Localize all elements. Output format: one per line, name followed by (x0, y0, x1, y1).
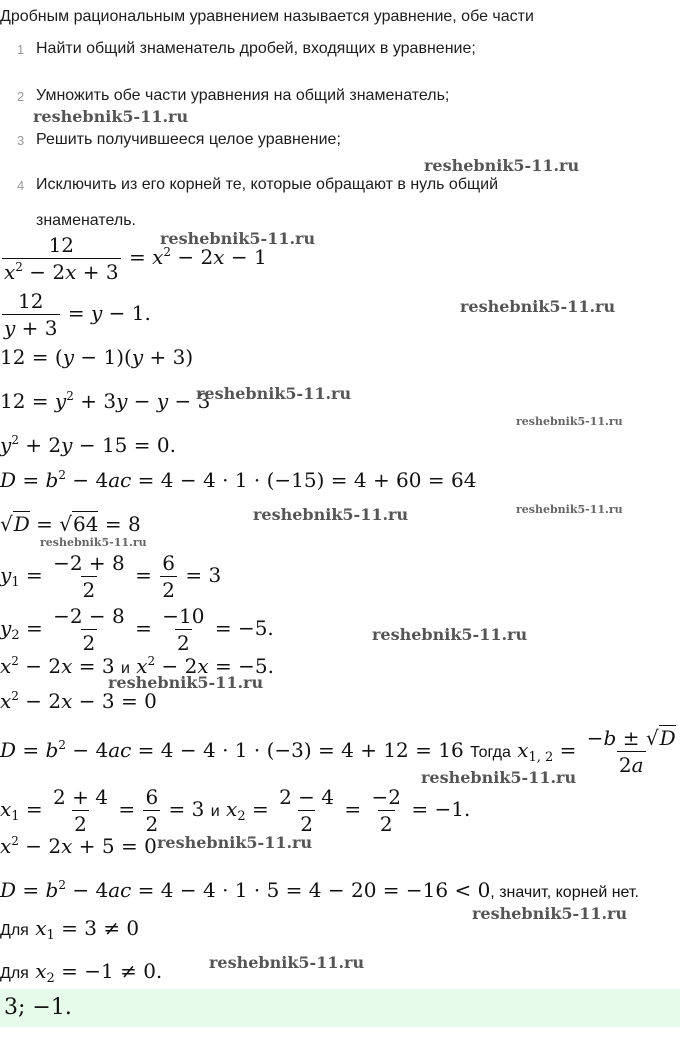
watermark: reshebnik5-11.ru (209, 953, 365, 972)
equation-original: $\frac{12}{x^2 - 2x + 3}$ = $x^2 - 2x - 1$ (4, 233, 267, 284)
watermark: reshebnik5-11.ru (516, 415, 623, 428)
watermark: reshebnik5-11.ru (516, 503, 623, 516)
equation-line: $12 = y^2 + 3y - y - 3$ (0, 389, 211, 413)
answer-box (0, 989, 680, 1027)
answer: 3; −1. (4, 995, 72, 1020)
watermark: reshebnik5-11.ru (253, 505, 409, 524)
step-number: 1 (17, 42, 25, 57)
step-number: 3 (17, 133, 25, 148)
roots-x: $x_1$ = $\frac{2 + 4}{2}$ = $\frac{6}{2}$ = 3 и $x_2$ = $\frac{2 - 4}{2}$ = $\frac{-2}{2}$ = −1. (0, 785, 471, 836)
watermark: reshebnik5-11.ru (460, 297, 616, 316)
intro-text: Дробным рациональным уравнением называется уравнение, обе части (0, 8, 534, 25)
connector-and: и (210, 803, 220, 820)
watermark: reshebnik5-11.ru (108, 673, 264, 692)
connector-and: и (120, 660, 130, 677)
discriminant-line: $D = b^2 - 4ac = 4 - 4 \cdot 1 \cdot 5 = 4 - 20 = -16 < 0$, значит, корней нет. (0, 878, 639, 902)
step-number: 4 (17, 178, 25, 193)
back-substitution: $x^2 - 2x = 3$ и $x^2 - 2x = -5$. (0, 654, 274, 678)
check-x2: Для $x_2 = -1 \ne 0$. (0, 959, 163, 986)
discriminant-line: $D = b^2 - 4ac = 4 - 4 \cdot 1 \cdot (-3) = 4 + 12 = 16$ Тогда $x_{1, 2}$ = $\frac{-b \pm √D}{2a}$ (0, 726, 676, 777)
watermark: reshebnik5-11.ru (424, 156, 580, 175)
check-x1: Для $x_1 = 3 \ne 0$ (0, 916, 140, 943)
watermark: reshebnik5-11.ru (40, 536, 147, 549)
watermark: reshebnik5-11.ru (33, 107, 189, 126)
step-text: Исключить из его корней те, которые обращают в нуль общий (36, 176, 499, 193)
connector-for: Для (0, 922, 29, 939)
discriminant-line: $D = b^2 - 4ac = 4 - 4 \cdot 1 \cdot (-15) = 4 + 60 = 64$ (0, 468, 477, 492)
watermark: reshebnik5-11.ru (157, 833, 313, 852)
step-number: 2 (17, 89, 25, 104)
no-roots-text: , значит, корней нет. (490, 884, 639, 901)
equation-line: $y^2 + 2y - 15 = 0$. (0, 433, 176, 457)
watermark: reshebnik5-11.ru (421, 768, 577, 787)
equation-line: $x^2 - 2x - 3 = 0$ (0, 689, 157, 713)
sqrt-discriminant: √D = √64 = 8 (0, 512, 141, 536)
step-text: Решить получившееся целое уравнение; (36, 131, 341, 148)
watermark: reshebnik5-11.ru (160, 229, 316, 248)
root-y1: $y_1$ = $\frac{-2 + 8}{2}$ = $\frac{6}{2}$ = 3 (0, 551, 222, 602)
connector-then: Тогда (470, 744, 511, 761)
watermark: reshebnik5-11.ru (472, 904, 628, 923)
watermark: reshebnik5-11.ru (372, 625, 528, 644)
equation-line: 12 = (y − 1)(y + 3) (0, 345, 194, 369)
step-text: Найти общий знаменатель дробей, входящих в уравнение; (36, 40, 476, 57)
equation-substituted: $\frac{12}{y + 3}$ = y − 1. (4, 289, 151, 340)
root-y2: $y_2$ = $\frac{-2 - 8}{2}$ = $\frac{-10}{2}$ = −5. (0, 604, 274, 655)
step-text: Умножить обе части уравнения на общий знаменатель; (36, 87, 450, 104)
step-text-continuation: знаменатель. (36, 212, 136, 229)
equation-line: $x^2 - 2x + 5 = 0$ (0, 834, 157, 858)
watermark: reshebnik5-11.ru (196, 384, 352, 403)
connector-for: Для (0, 965, 29, 982)
